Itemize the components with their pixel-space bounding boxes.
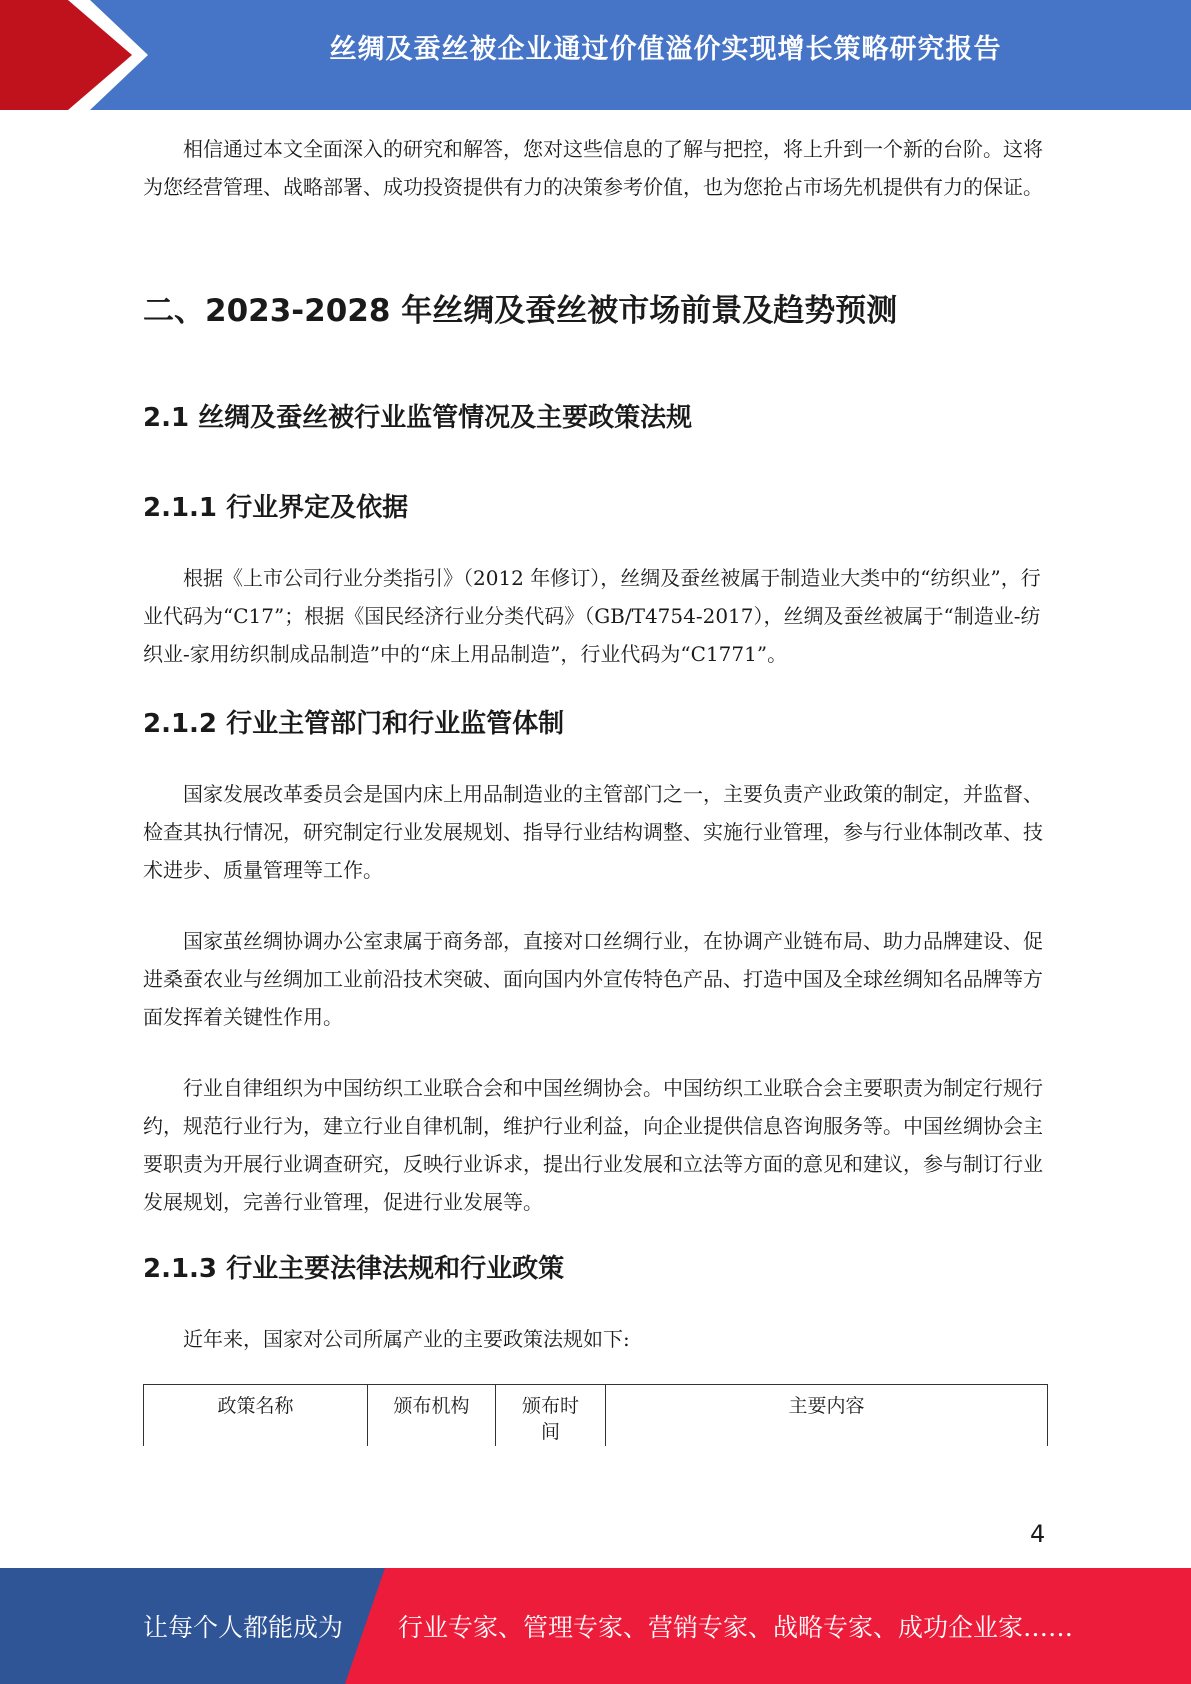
policy-table-container (143, 1384, 1049, 1443)
section-2-1-2-para-1 (143, 775, 1046, 889)
section-heading: 二、2023-2028 年丝绸及蚕丝被市场前景及趋势预测 (143, 293, 898, 329)
subsection-heading-2-1-3: 2.1.3 行业主要法律法规和行业政策 (143, 1254, 565, 1284)
section-2-1-2-para-2 (143, 922, 1046, 1036)
paragraph-ndrc: 国家发展改革委员会是国内床上用品制造业的主管部门之一，主要负责产业政策的制定，并监督、检查其执行情况，研究制定行业发展规划、指导行业结构调整、实施行业管理，参与行业体制改革、技术进步、质量管理等工作。 (143, 782, 1043, 882)
intro-paragraph: 相信通过本文全面深入的研究和解答，您对这些信息的了解与把控，将上升到一个新的台阶。这将为您经营管理、战略部署、成功投资提供有力的决策参考价值，也为您抢占市场先机提供有力的保证。 (143, 137, 1043, 199)
section-2-1-2-para-3 (143, 1069, 1046, 1221)
policy-table (143, 1384, 1048, 1446)
footer-slogan-right: 行业专家、管理专家、营销专家、战略专家、成功企业家…… (398, 1613, 1074, 1642)
subsection-heading-2-1-2: 2.1.2 行业主管部门和行业监管体制 (143, 709, 565, 739)
subsection-heading-2-1: 2.1 丝绸及蚕丝被行业监管情况及主要政策法规 (143, 403, 693, 433)
column-header-issue-date: 颁布时间 (496, 1385, 606, 1447)
report-title: 丝绸及蚕丝被企业通过价值溢价实现增长策略研究报告 (329, 34, 1002, 65)
paragraph-silk-office: 国家茧丝绸协调办公室隶属于商务部，直接对口丝绸行业，在协调产业链布局、助力品牌建设、促进桑蚕农业与丝绸加工业前沿技术突破、面向国内外宣传特色产品、打造中国及全球丝绸知名品牌等方面发挥着关键性作用。 (143, 929, 1043, 1029)
paragraph-self-regulation: 行业自律组织为中国纺织工业联合会和中国丝绸协会。中国纺织工业联合会主要职责为制定行规行约，规范行业行为，建立行业自律机制，维护行业利益，向企业提供信息咨询服务等。中国丝绸协会主要职责为开展行业调查研究，反映行业诉求，提出行业发展和立法等方面的意见和建议，参与制订行业发展规划，完善行业管理，促进行业发展等。 (143, 1076, 1043, 1214)
column-header-main-content: 主要内容 (606, 1385, 1048, 1447)
intro-section (143, 130, 1046, 206)
subsection-heading-2-1-1: 2.1.1 行业界定及依据 (143, 493, 409, 523)
page-header (0, 0, 1191, 110)
page-footer (0, 1568, 1191, 1684)
column-header-policy-name: 政策名称 (144, 1385, 368, 1447)
section-2-1-1-body (143, 559, 1046, 673)
footer-slogan-left: 让每个人都能成为 (143, 1613, 344, 1642)
page-number: 4 (1030, 1520, 1046, 1548)
paragraph-policy-intro: 近年来，国家对公司所属产业的主要政策法规如下: (183, 1327, 630, 1351)
paragraph-industry-definition: 根据《上市公司行业分类指引》（2012 年修订），丝绸及蚕丝被属于制造业大类中的“纺织业”，行业代码为“C17”；根据《国民经济行业分类代码》（GB/T4754-2017），丝绸及蚕丝被属于“制造业-纺织业-家用纺织制成品制造”中的“床上用品制造”，行业代码为“C1771”。 (143, 566, 1041, 666)
section-2-1-3-body (143, 1320, 1046, 1358)
column-header-issuer: 颁布机构 (368, 1385, 496, 1447)
table-header-row (144, 1385, 1048, 1447)
